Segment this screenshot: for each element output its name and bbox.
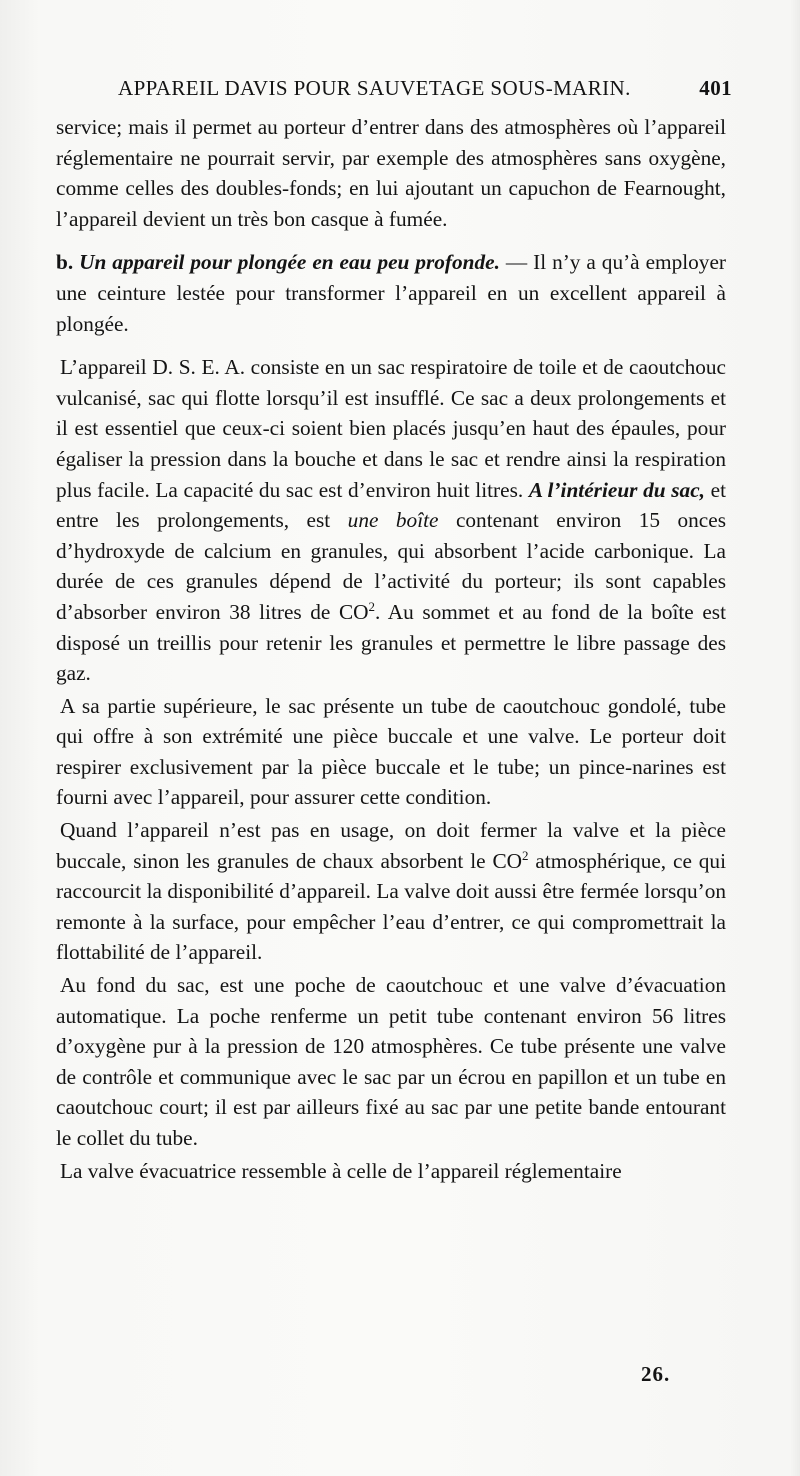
- paragraph-3-text-d: . Au sommet et au fond de la boîte est disposé un treillis pour retenir les granules et permettre le libre passage des gaz.: [56, 599, 726, 686]
- signature-mark: 26.: [641, 1362, 671, 1386]
- running-title: APPAREIL DAVIS POUR SAUVETAGE SOUS-MARIN.: [118, 76, 631, 100]
- paragraph-6: Au fond du sac, est une poche de caoutchouc et une valve d’évacuation automatique. La poche renferme un petit tube contenant environ 56 litres d’oxygène pur à la pression de 120 atmosphères. Ce tube présente une valve de contrôle et communique avec le sac par un écrou en papillon et un tube en caoutchouc court; il est par ailleurs fixé au sac par une petite bande entourant le collet du tube.: [56, 973, 726, 1150]
- paragraph-2-title: Un appareil pour plongée en eau peu profonde.: [79, 250, 500, 275]
- paragraph-2-text: — Il n’y a qu’à employer une ceinture lestée pour transformer l’appareil en un excellent appareil à plongée.: [56, 250, 726, 336]
- paragraph-1: service; mais il permet au porteur d’entrer dans des atmosphères où l’appareil réglementaire ne pourrait servir, par exemple des atmosphères sans oxygène, comme celles des doubles-fonds; en lui ajoutant un capuchon de Fearnought, l’appareil devient un très bon casque à fumée.: [56, 115, 726, 231]
- paragraph-7: La valve évacuatrice ressemble à celle de l’appareil réglementaire: [60, 1158, 622, 1183]
- paragraph-3-superscript: 2: [368, 598, 376, 614]
- page-header: [110, 76, 740, 102]
- paragraph-5-text-b: atmosphérique, ce qui raccourcit la disponibilité d’appareil. La valve doit aussi être fermée lorsqu’on remonte à la surface, pour empêcher l’eau d’entrer, ce qui compromettrait la flottabilité de l’appareil.: [56, 848, 726, 965]
- paragraph-2-label: b.: [56, 250, 74, 275]
- paragraph-3: [56, 352, 726, 689]
- paragraph-2: [56, 247, 726, 339]
- page-number: 401: [699, 76, 732, 100]
- paragraph-5-superscript: 2: [522, 847, 529, 863]
- paragraph-3-text-c: contenant environ 15 onces d’hydroxyde de calcium en granules, qui absorbent l’acide carbonique. La durée de ces granules dépend de l’activité du porteur; ils sont capables d’absorber environ 38 litres de CO: [56, 508, 726, 624]
- paragraph-5: [56, 815, 726, 968]
- paragraph-5-text-a: Quand l’appareil n’est pas en usage, on doit fermer la valve et la pièce buccale, sinon les granules de chaux absorbent le CO: [56, 818, 726, 873]
- body-text: [56, 112, 726, 1186]
- paragraph-3-text-b: et entre les prolongements, est: [56, 477, 727, 533]
- paragraph-3-emphasis-b: une boîte: [347, 508, 439, 533]
- paragraph-3-emphasis-a: A l’intérieur du sac,: [528, 477, 705, 502]
- paragraph-3-text-a: L’appareil D. S. E. A. consiste en un sac respiratoire de toile et de caoutchouc vulcanisé, sac qui flotte lorsqu’il est insufflé. Ce sac a deux prolongements et il est essentiel que ceux-ci soient bien placés jusqu’en haut des épaules, pour égaliser la pression dans la bouche et dans le sac et rendre ainsi la respiration plus facile. La capacité du sac est d’environ huit litres.: [56, 355, 726, 502]
- paragraph-4: A sa partie supérieure, le sac présente un tube de caoutchouc gondolé, tube qui offre à son extrémité une pièce buccale et une valve. Le porteur doit respirer exclusivement par la pièce buccale et le tube; un pince-narines est fourni avec l’appareil, pour assurer cette condition.: [56, 693, 726, 810]
